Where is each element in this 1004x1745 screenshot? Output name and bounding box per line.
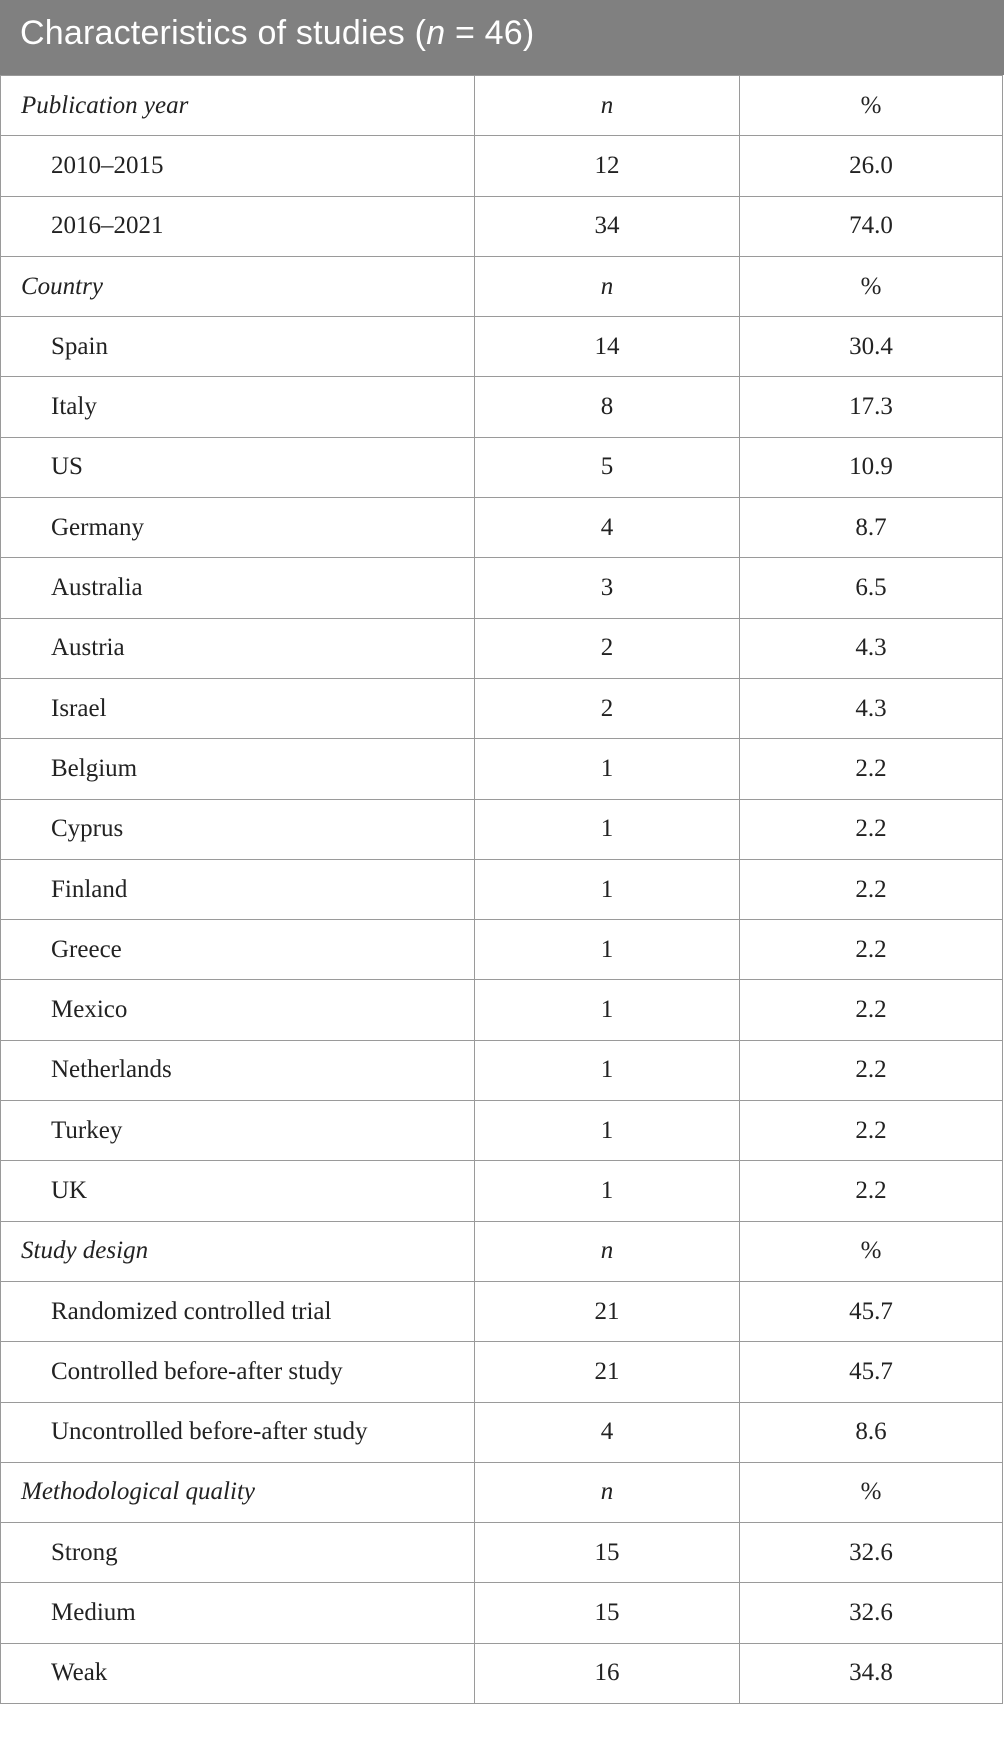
table-row	[1, 1281, 1003, 1341]
row-percent: 32.6	[740, 1583, 1003, 1643]
table-body	[1, 76, 1003, 1704]
row-count: 21	[475, 1342, 740, 1402]
row-label: Italy	[1, 377, 475, 437]
section-header-row	[1, 76, 1003, 136]
table-row	[1, 1523, 1003, 1583]
row-percent: 45.7	[740, 1281, 1003, 1341]
table-row	[1, 1101, 1003, 1161]
row-label: Israel	[1, 678, 475, 738]
table-row	[1, 859, 1003, 919]
row-percent: 8.7	[740, 498, 1003, 558]
row-count: 14	[475, 317, 740, 377]
row-count: 21	[475, 1281, 740, 1341]
row-count: 15	[475, 1523, 740, 1583]
row-count: 4	[475, 1402, 740, 1462]
row-count: 5	[475, 437, 740, 497]
row-percent: 8.6	[740, 1402, 1003, 1462]
row-count: 3	[475, 558, 740, 618]
row-label: Cyprus	[1, 799, 475, 859]
table-row	[1, 1040, 1003, 1100]
row-label: Belgium	[1, 739, 475, 799]
row-count: 1	[475, 739, 740, 799]
row-label: Uncontrolled before-after study	[1, 1402, 475, 1462]
column-header-n: n	[475, 1462, 740, 1522]
row-percent: 2.2	[740, 1040, 1003, 1100]
table-row	[1, 1402, 1003, 1462]
title-suffix: = 46)	[445, 14, 535, 52]
table-row	[1, 136, 1003, 196]
row-count: 2	[475, 618, 740, 678]
row-count: 1	[475, 799, 740, 859]
table-title	[0, 0, 1004, 75]
table-row	[1, 678, 1003, 738]
row-count: 1	[475, 1040, 740, 1100]
row-label: Greece	[1, 920, 475, 980]
table-row	[1, 1643, 1003, 1703]
table-row	[1, 980, 1003, 1040]
column-header-n: n	[475, 256, 740, 316]
row-count: 12	[475, 136, 740, 196]
section-header-row	[1, 1221, 1003, 1281]
row-count: 1	[475, 980, 740, 1040]
column-header-percent: %	[740, 256, 1003, 316]
column-header-percent: %	[740, 76, 1003, 136]
column-header-percent: %	[740, 1221, 1003, 1281]
table-row	[1, 377, 1003, 437]
row-label: Australia	[1, 558, 475, 618]
row-percent: 2.2	[740, 739, 1003, 799]
row-label: Mexico	[1, 980, 475, 1040]
row-label: Spain	[1, 317, 475, 377]
row-label: Turkey	[1, 1101, 475, 1161]
row-percent: 4.3	[740, 618, 1003, 678]
row-count: 1	[475, 1101, 740, 1161]
table-row	[1, 618, 1003, 678]
row-count: 16	[475, 1643, 740, 1703]
characteristics-table	[0, 75, 1003, 1704]
row-count: 4	[475, 498, 740, 558]
row-percent: 74.0	[740, 196, 1003, 256]
table-row	[1, 920, 1003, 980]
table-row	[1, 437, 1003, 497]
row-label: Finland	[1, 859, 475, 919]
row-count: 1	[475, 920, 740, 980]
row-label: Germany	[1, 498, 475, 558]
row-percent: 34.8	[740, 1643, 1003, 1703]
row-label: UK	[1, 1161, 475, 1221]
row-count: 15	[475, 1583, 740, 1643]
table-row	[1, 1342, 1003, 1402]
row-label: Weak	[1, 1643, 475, 1703]
row-count: 1	[475, 1161, 740, 1221]
row-percent: 17.3	[740, 377, 1003, 437]
column-header-percent: %	[740, 1462, 1003, 1522]
row-count: 2	[475, 678, 740, 738]
row-label: Randomized controlled trial	[1, 1281, 475, 1341]
section-heading: Study design	[1, 1221, 475, 1281]
column-header-n: n	[475, 76, 740, 136]
row-percent: 6.5	[740, 558, 1003, 618]
row-percent: 2.2	[740, 920, 1003, 980]
row-label: Controlled before-after study	[1, 1342, 475, 1402]
row-label: Strong	[1, 1523, 475, 1583]
row-label: Medium	[1, 1583, 475, 1643]
title-prefix: Characteristics of studies (	[20, 14, 427, 52]
row-percent: 45.7	[740, 1342, 1003, 1402]
row-percent: 2.2	[740, 1161, 1003, 1221]
row-count: 34	[475, 196, 740, 256]
table-row	[1, 1161, 1003, 1221]
section-header-row	[1, 1462, 1003, 1522]
row-percent: 32.6	[740, 1523, 1003, 1583]
row-percent: 26.0	[740, 136, 1003, 196]
table-row	[1, 317, 1003, 377]
table-row	[1, 498, 1003, 558]
row-count: 1	[475, 859, 740, 919]
row-percent: 2.2	[740, 980, 1003, 1040]
column-header-n: n	[475, 1221, 740, 1281]
row-label: 2016–2021	[1, 196, 475, 256]
row-label: Netherlands	[1, 1040, 475, 1100]
row-label: US	[1, 437, 475, 497]
table-row	[1, 1583, 1003, 1643]
row-count: 8	[475, 377, 740, 437]
row-percent: 2.2	[740, 859, 1003, 919]
section-header-row	[1, 256, 1003, 316]
table-row	[1, 196, 1003, 256]
title-n-symbol: n	[426, 14, 446, 52]
table-row	[1, 739, 1003, 799]
table-row	[1, 558, 1003, 618]
row-percent: 2.2	[740, 1101, 1003, 1161]
section-heading: Methodological quality	[1, 1462, 475, 1522]
row-percent: 4.3	[740, 678, 1003, 738]
row-label: Austria	[1, 618, 475, 678]
table-row	[1, 799, 1003, 859]
row-percent: 30.4	[740, 317, 1003, 377]
row-label: 2010–2015	[1, 136, 475, 196]
section-heading: Country	[1, 256, 475, 316]
section-heading: Publication year	[1, 76, 475, 136]
row-percent: 10.9	[740, 437, 1003, 497]
row-percent: 2.2	[740, 799, 1003, 859]
